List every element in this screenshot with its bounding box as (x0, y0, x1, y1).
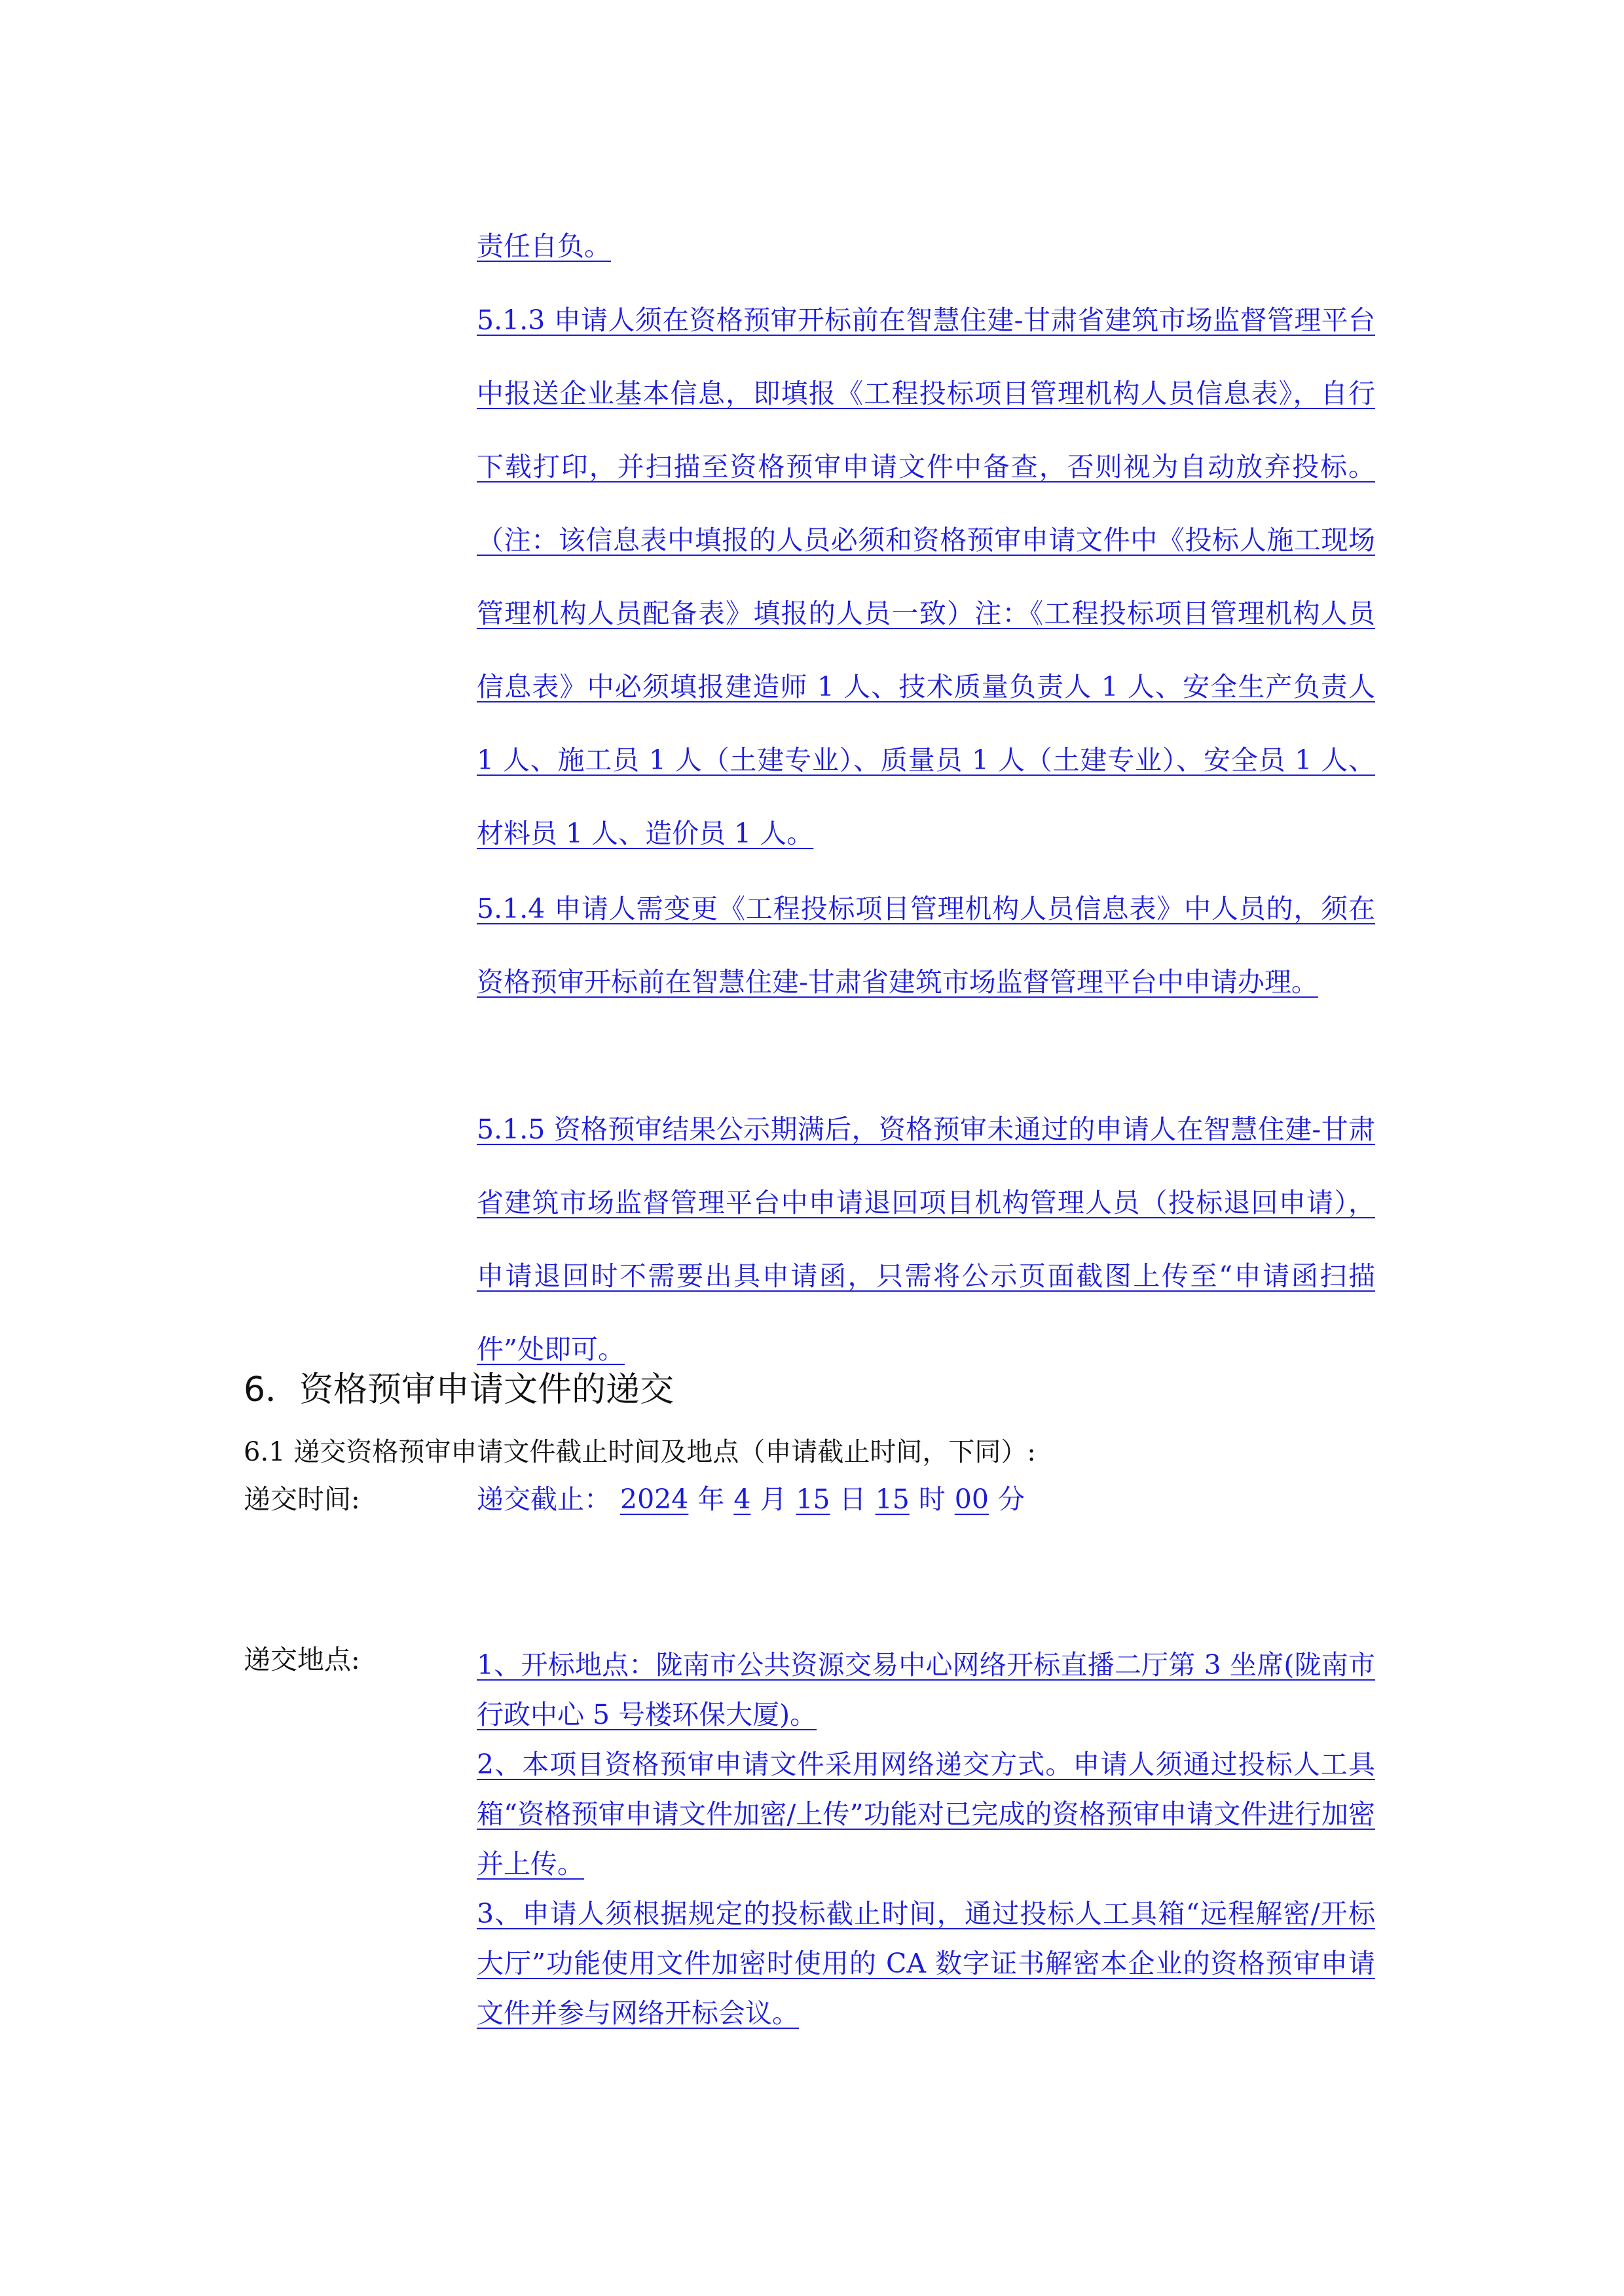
deadline-prefix: 递交截止： (477, 1484, 611, 1515)
submission-place-list (477, 1640, 1375, 2038)
deadline-minute: 00 (954, 1484, 989, 1515)
deadline-month: 4 (733, 1484, 751, 1515)
submission-deadline (477, 1480, 1025, 1519)
clause-5-1-4-text: 5.1.4 申请人需变更《工程投标项目管理机构人员信息表》中人员的，须在资格预审开标前在智慧住建-甘肃省建筑市场监督管理平台中申请办理。 (477, 893, 1375, 998)
submission-place-label: 递交地点: (244, 1644, 360, 1675)
deadline-year-unit: 年 (697, 1484, 725, 1515)
submission-time-label: 递交时间: (244, 1484, 360, 1515)
clause-6-1: 6.1 递交资格预审申请文件截止时间及地点（申请截止时间，下同）: (244, 1437, 1036, 1467)
deadline-day: 15 (796, 1484, 830, 1515)
place-item-2: 2、本项目资格预审申请文件采用网络递交方式。申请人须通过投标人工具箱“资格预审申请文件加密/上传”功能对已完成的资格预审申请文件进行加密并上传。 (477, 1749, 1375, 1880)
clause-5-1-5-text: 5.1.5 资格预审结果公示期满后，资格预审未通过的申请人在智慧住建-甘肃省建筑市场监督管理平台中申请退回项目机构管理人员（投标退回申请），申请退回时不需要出具申请函，只需将公示页面截图上传至“申请函扫描件”处即可。 (477, 1114, 1375, 1365)
deadline-hour: 15 (875, 1484, 910, 1515)
place-item-1: 1、开标地点：陇南市公共资源交易中心网络开标直播二厅第 3 坐席(陇南市行政中心 5 号楼环保大厦)。 (477, 1649, 1375, 1730)
deadline-month-unit: 月 (760, 1484, 787, 1515)
clause-5-1-3-text: 5.1.3 申请人须在资格预审开标前在智慧住建-甘肃省建筑市场监督管理平台中报送企业基本信息，即填报《工程投标项目管理机构人员信息表》，自行下载打印，并扫描至资格预审申请文件中备查，否则视为自动放弃投标。（注：该信息表中填报的人员必须和资格预审申请文件中《投标人施工现场管理机构人员配备表》填报的人员一致）注：《工程投标项目管理机构人员信息表》中必须填报建造师 1 人、技术质量负责人 1 人、安全生产负责人 1 人、施工员 1 人（土建专业）、质量员 1 人（土建专业）、安全员 1 人、材料员 1 人、造价员 1 人。 (477, 304, 1375, 849)
deadline-hour-unit: 时 (918, 1484, 946, 1515)
deadline-minute-unit: 分 (997, 1484, 1025, 1515)
paragraph-5-1-4 (477, 872, 1375, 1019)
paragraph-5-1-5 (477, 1093, 1375, 1386)
deadline-day-unit: 日 (839, 1484, 866, 1515)
deadline-year: 2024 (620, 1484, 689, 1515)
paragraph-5-1-3 (477, 283, 1375, 870)
continuation-text: 责任自负。 (477, 230, 611, 262)
paragraph-continuation (477, 210, 1375, 283)
place-item-3: 3、申请人须根据规定的投标截止时间，通过投标人工具箱“远程解密/开标大厅”功能使用文件加密时使用的 CA 数字证书解密本企业的资格预审申请文件并参与网络开标会议。 (477, 1898, 1375, 2029)
section-6-heading: 6．资格预审申请文件的递交 (244, 1370, 674, 1410)
